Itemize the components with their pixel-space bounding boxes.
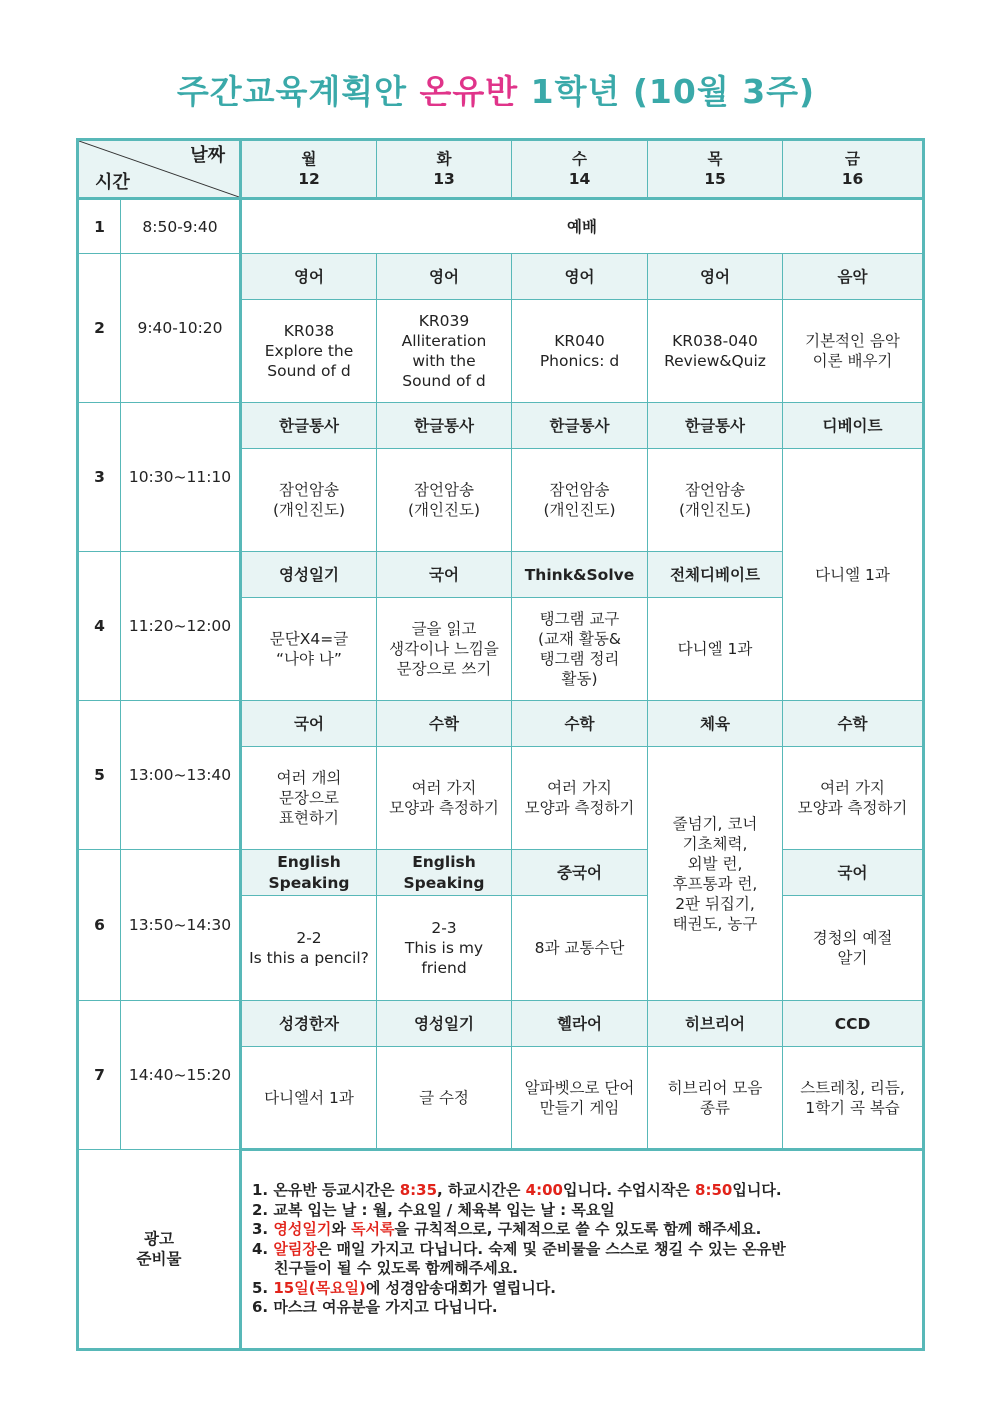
notice-item-3: 3. 영성일기와 독서록을 규칙적으로, 구체적으로 쓸 수 있도록 함께 해주세요. [252,1220,762,1238]
day-name: 화 [436,150,452,168]
day-header-mon [241,140,377,199]
period-time: 9:40-10:20 [121,254,241,403]
corner-time-label: 시간 [95,172,130,193]
content-cell: 다니엘 1과 [648,598,783,701]
subject-cell: 한글통사 [241,403,377,449]
period-number: 5 [78,701,121,850]
content-cell-merged: 다니엘 1과 [783,449,924,701]
subject-cell: 성경한자 [241,1001,377,1047]
day-date: 15 [704,170,726,188]
day-name: 월 [301,150,317,168]
notice-list [241,1150,924,1350]
subject-cell: 수학 [377,701,512,747]
day-date: 13 [433,170,455,188]
content-cell: 잠언암송 (개인진도) [648,449,783,552]
notice-item-5: 5. 15일(목요일)에 성경암송대회가 열립니다. [252,1278,556,1297]
subject-cell: CCD [783,1001,924,1047]
corner-date-label: 날짜 [190,145,225,166]
period-time: 13:00~13:40 [121,701,241,850]
subject-cell: Think&Solve [512,552,648,598]
weekly-schedule-table [76,138,925,1351]
title-plan: 주간교육계획안 [176,72,407,111]
period-number: 7 [78,1001,121,1150]
content-cell: 잠언암송 (개인진도) [241,449,377,552]
content-cell: KR039 Alliteration with the Sound of d [377,300,512,403]
content-cell: 알파벳으로 단어 만들기 게임 [512,1047,648,1150]
subject-cell: English Speaking [377,850,512,896]
day-header-thu [648,140,783,199]
content-cell: 8과 교통수단 [512,896,648,1001]
subject-cell: 영어 [377,254,512,300]
subject-cell: 영어 [241,254,377,300]
subject-cell: 전체디베이트 [648,552,783,598]
notice-item-6: 6. 마스크 여유분을 가지고 다닙니다. [252,1298,498,1316]
period-number: 6 [78,850,121,1001]
content-cell: 경청의 예절 알기 [783,896,924,1001]
subject-cell: 수학 [512,701,648,747]
title-class: 온유반 [419,72,519,111]
subject-cell: 한글통사 [512,403,648,449]
day-name: 목 [707,150,723,168]
content-cell: KR040 Phonics: d [512,300,648,403]
content-cell: 다니엘서 1과 [241,1047,377,1150]
subject-cell: 영어 [648,254,783,300]
supplies-label: 준비물 [136,1250,182,1268]
content-cell-merged: 줄넘기, 코너 기초체력, 외발 런, 후프통과 런, 2판 뒤집기, 태권도, 농구 [648,747,783,1001]
content-cell: 2-2 Is this a pencil? [241,896,377,1001]
day-date: 16 [841,170,864,188]
subject-cell: 영성일기 [377,1001,512,1047]
subject-cell: 국어 [241,701,377,747]
content-cell: 잠언암송 (개인진도) [377,449,512,552]
subject-cell: 영어 [512,254,648,300]
day-header-tue [377,140,512,199]
content-cell: 기본적인 음악 이론 배우기 [783,300,924,403]
content-cell: 글 수정 [377,1047,512,1150]
subject-cell: 수학 [783,701,924,747]
period-time: 11:20~12:00 [121,552,241,701]
header-corner [78,140,241,199]
content-cell: 히브리어 모음 종류 [648,1047,783,1150]
content-cell: 탱그램 교구 (교재 활동& 탱그램 정리 활동) [512,598,648,701]
notice-item-2: 2. 교복 입는 날 : 월, 수요일 / 체육복 입는 날 : 목요일 [252,1200,615,1219]
content-cell: KR038-040 Review&Quiz [648,300,783,403]
period-number: 3 [78,403,121,552]
day-name: 수 [572,150,587,168]
subject-cell: 음악 [783,254,924,300]
content-cell: 여러 가지 모양과 측정하기 [512,747,648,850]
subject-cell: 중국어 [512,850,648,896]
title-grade-week: 1학년 (10월 3주) [530,72,816,111]
worship-cell: 예배 [241,199,924,254]
subject-cell: 한글통사 [377,403,512,449]
subject-cell: 한글통사 [648,403,783,449]
page-title [0,66,992,113]
content-cell: 문단X4=글 “나야 나” [241,598,377,701]
content-cell: 여러 가지 모양과 측정하기 [377,747,512,850]
content-cell: 스트레칭, 리듬, 1학기 곡 복습 [783,1047,924,1150]
notice-item-4: 4. 알림장은 매일 가지고 다닙니다. 숙제 및 준비물을 스스로 챙길 수 있는 온유반 [252,1239,786,1258]
content-cell: 글을 읽고 생각이나 느낌을 문장으로 쓰기 [377,598,512,701]
notice-label: 광고 [144,1230,174,1248]
period-time: 13:50~14:30 [121,850,241,1001]
period-number: 1 [78,199,121,254]
content-cell: 여러 개의 문장으로 표현하기 [241,747,377,850]
subject-cell: 국어 [783,850,924,896]
period-time: 8:50-9:40 [121,199,241,254]
subject-cell: 국어 [377,552,512,598]
subject-cell: 히브리어 [648,1001,783,1047]
content-cell: 여러 가지 모양과 측정하기 [783,747,924,850]
day-name: 금 [845,150,860,168]
subject-cell: 디베이트 [783,403,924,449]
period-number: 4 [78,552,121,701]
notice-label-cell [78,1150,241,1350]
subject-cell: 체육 [648,701,783,747]
content-cell: 2-3 This is my friend [377,896,512,1001]
period-number: 2 [78,254,121,403]
day-date: 12 [298,170,320,188]
day-date: 14 [568,170,591,188]
content-cell: 잠언암송 (개인진도) [512,449,648,552]
subject-cell: 영성일기 [241,552,377,598]
period-time: 14:40~15:20 [121,1001,241,1150]
day-header-wed [512,140,648,199]
subject-cell: 헬라어 [512,1001,648,1047]
period-time: 10:30~11:10 [121,403,241,552]
notice-item-4-cont: 친구들이 될 수 있도록 함께해주세요. [274,1259,518,1277]
day-header-fri [783,140,924,199]
notice-item-1: 1. 온유반 등교시간은 8:35, 하교시간은 4:00입니다. 수업시작은 8:50입니다. [252,1181,782,1199]
subject-cell: English Speaking [241,850,377,896]
content-cell: KR038 Explore the Sound of d [241,300,377,403]
